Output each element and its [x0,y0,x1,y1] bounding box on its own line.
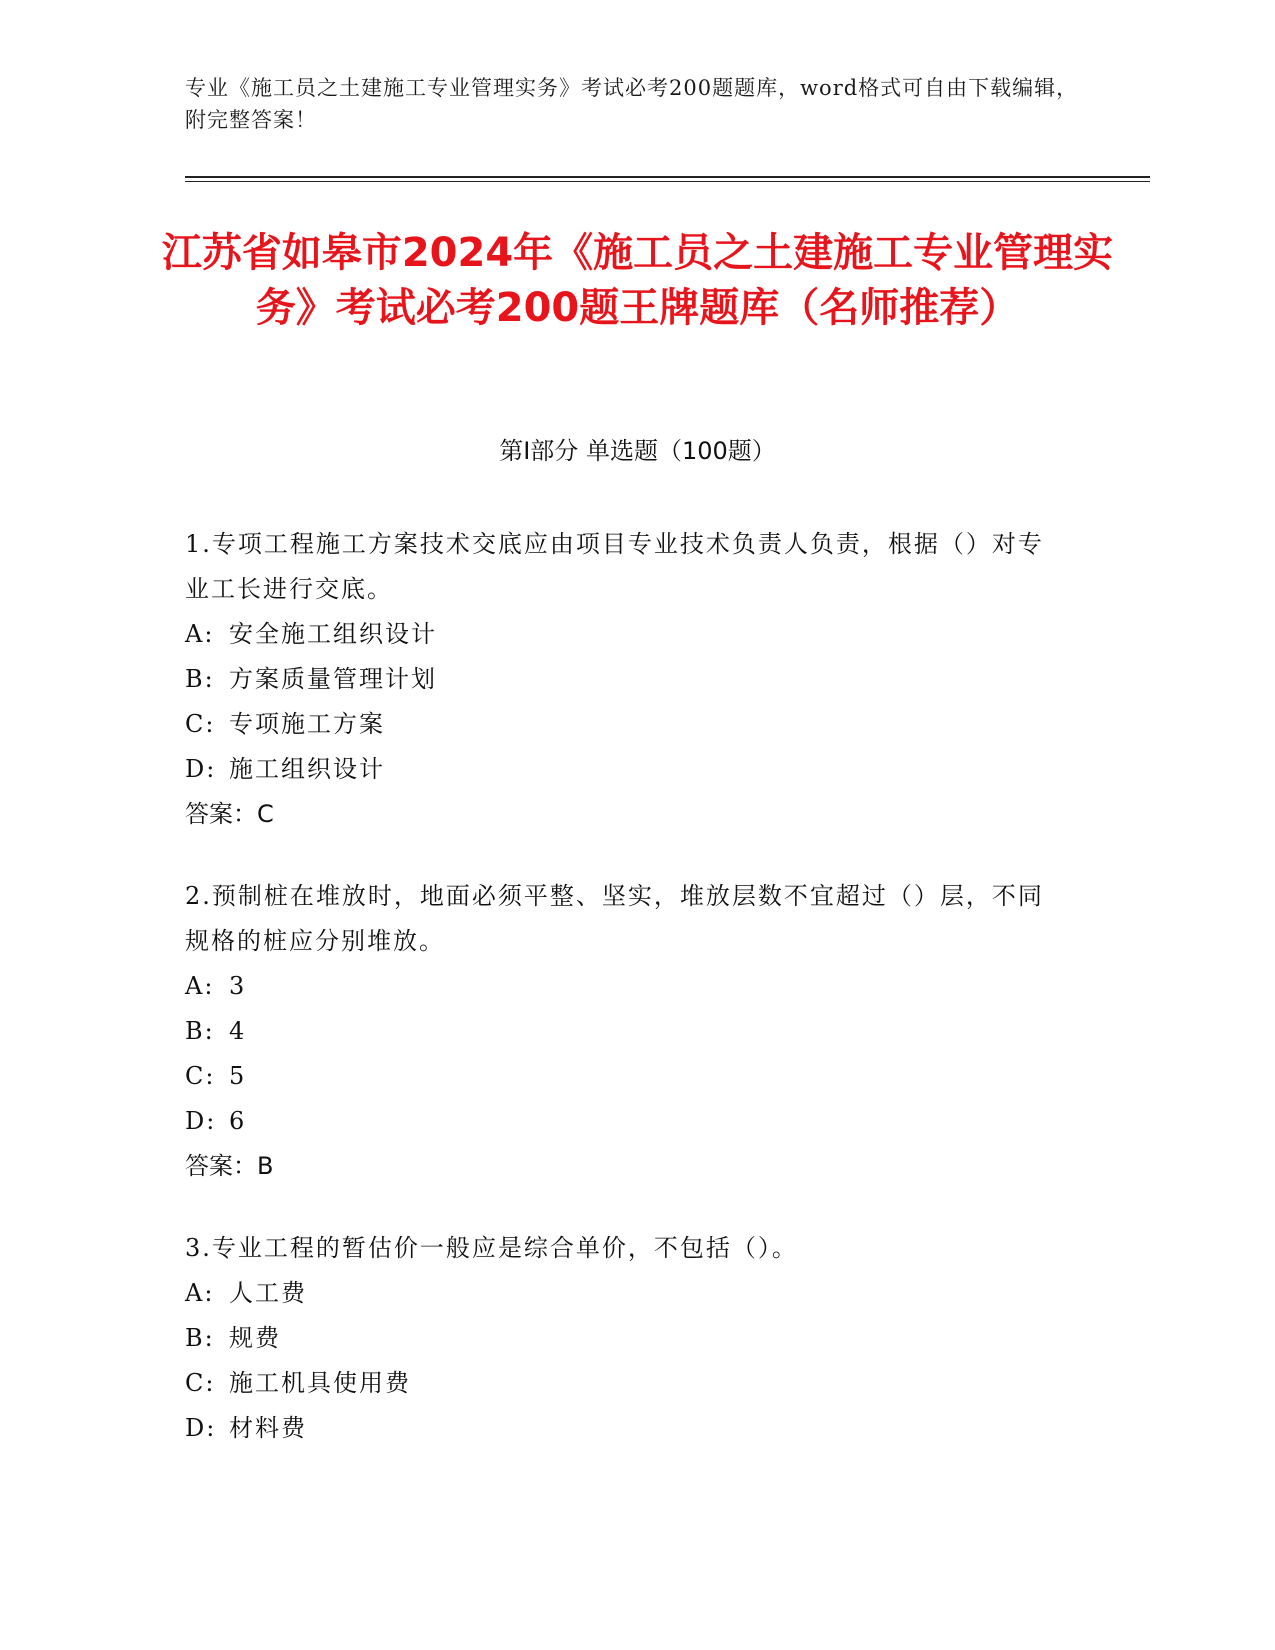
option-key: C: [185,1062,216,1090]
option-text: 规费 [229,1324,281,1352]
question-1 [185,522,1065,837]
question-3 [185,1226,1065,1451]
option-c [185,1361,1065,1406]
option-key: B: [185,1017,215,1045]
option-d [185,1099,1065,1144]
document-title: 江苏省如皋市2024年《施工员之土建施工专业管理实务》考试必考200题王牌题库（名师推荐） [161,230,1114,331]
option-key: D: [185,1107,217,1135]
option-text: 6 [229,1107,247,1135]
option-b [185,1009,1065,1054]
option-text: 5 [229,1062,247,1090]
option-key: D: [185,755,217,783]
option-key: A: [185,1279,215,1307]
option-a [185,964,1065,1009]
option-key: B: [185,665,215,693]
option-d [185,1406,1065,1451]
option-text: 材料费 [229,1414,307,1442]
option-b [185,657,1065,702]
answer: 答案：C [185,800,274,828]
option-a [185,1271,1065,1316]
option-text: 施工组织设计 [229,755,385,783]
answer: 答案：B [185,1152,274,1180]
option-text: 人工费 [229,1279,307,1307]
question-stem: 3.专业工程的暂估价一般应是综合单价，不包括（）。 [185,1234,798,1262]
option-key: A: [185,620,215,648]
option-key: D: [185,1414,217,1442]
option-text: 4 [229,1017,247,1045]
option-c [185,702,1065,747]
header-note: 专业《施工员之土建施工专业管理实务》考试必考200题题库，word格式可自由下载编辑，附完整答案！ [185,76,1079,132]
header-divider-thick [185,176,1150,178]
question-list [185,522,1065,1488]
question-2 [185,874,1065,1189]
option-text: 方案质量管理计划 [229,665,437,693]
question-stem: 1.专项工程施工方案技术交底应由项目专业技术负责人负责，根据（）对专业工长进行交底。 [185,530,1044,603]
option-b [185,1316,1065,1361]
option-key: B: [185,1324,215,1352]
option-text: 施工机具使用费 [229,1369,411,1397]
section-title: 第I部分 单选题（100题） [499,437,776,465]
option-text: 专项施工方案 [229,710,385,738]
option-key: A: [185,972,215,1000]
option-text: 3 [229,972,247,1000]
option-d [185,747,1065,792]
option-text: 安全施工组织设计 [229,620,437,648]
question-stem: 2.预制桩在堆放时，地面必须平整、坚实，堆放层数不宜超过（）层，不同规格的桩应分别堆放。 [185,882,1044,955]
option-key: C: [185,710,216,738]
option-a [185,612,1065,657]
header-divider-thin [185,181,1150,182]
option-key: C: [185,1369,216,1397]
option-c [185,1054,1065,1099]
